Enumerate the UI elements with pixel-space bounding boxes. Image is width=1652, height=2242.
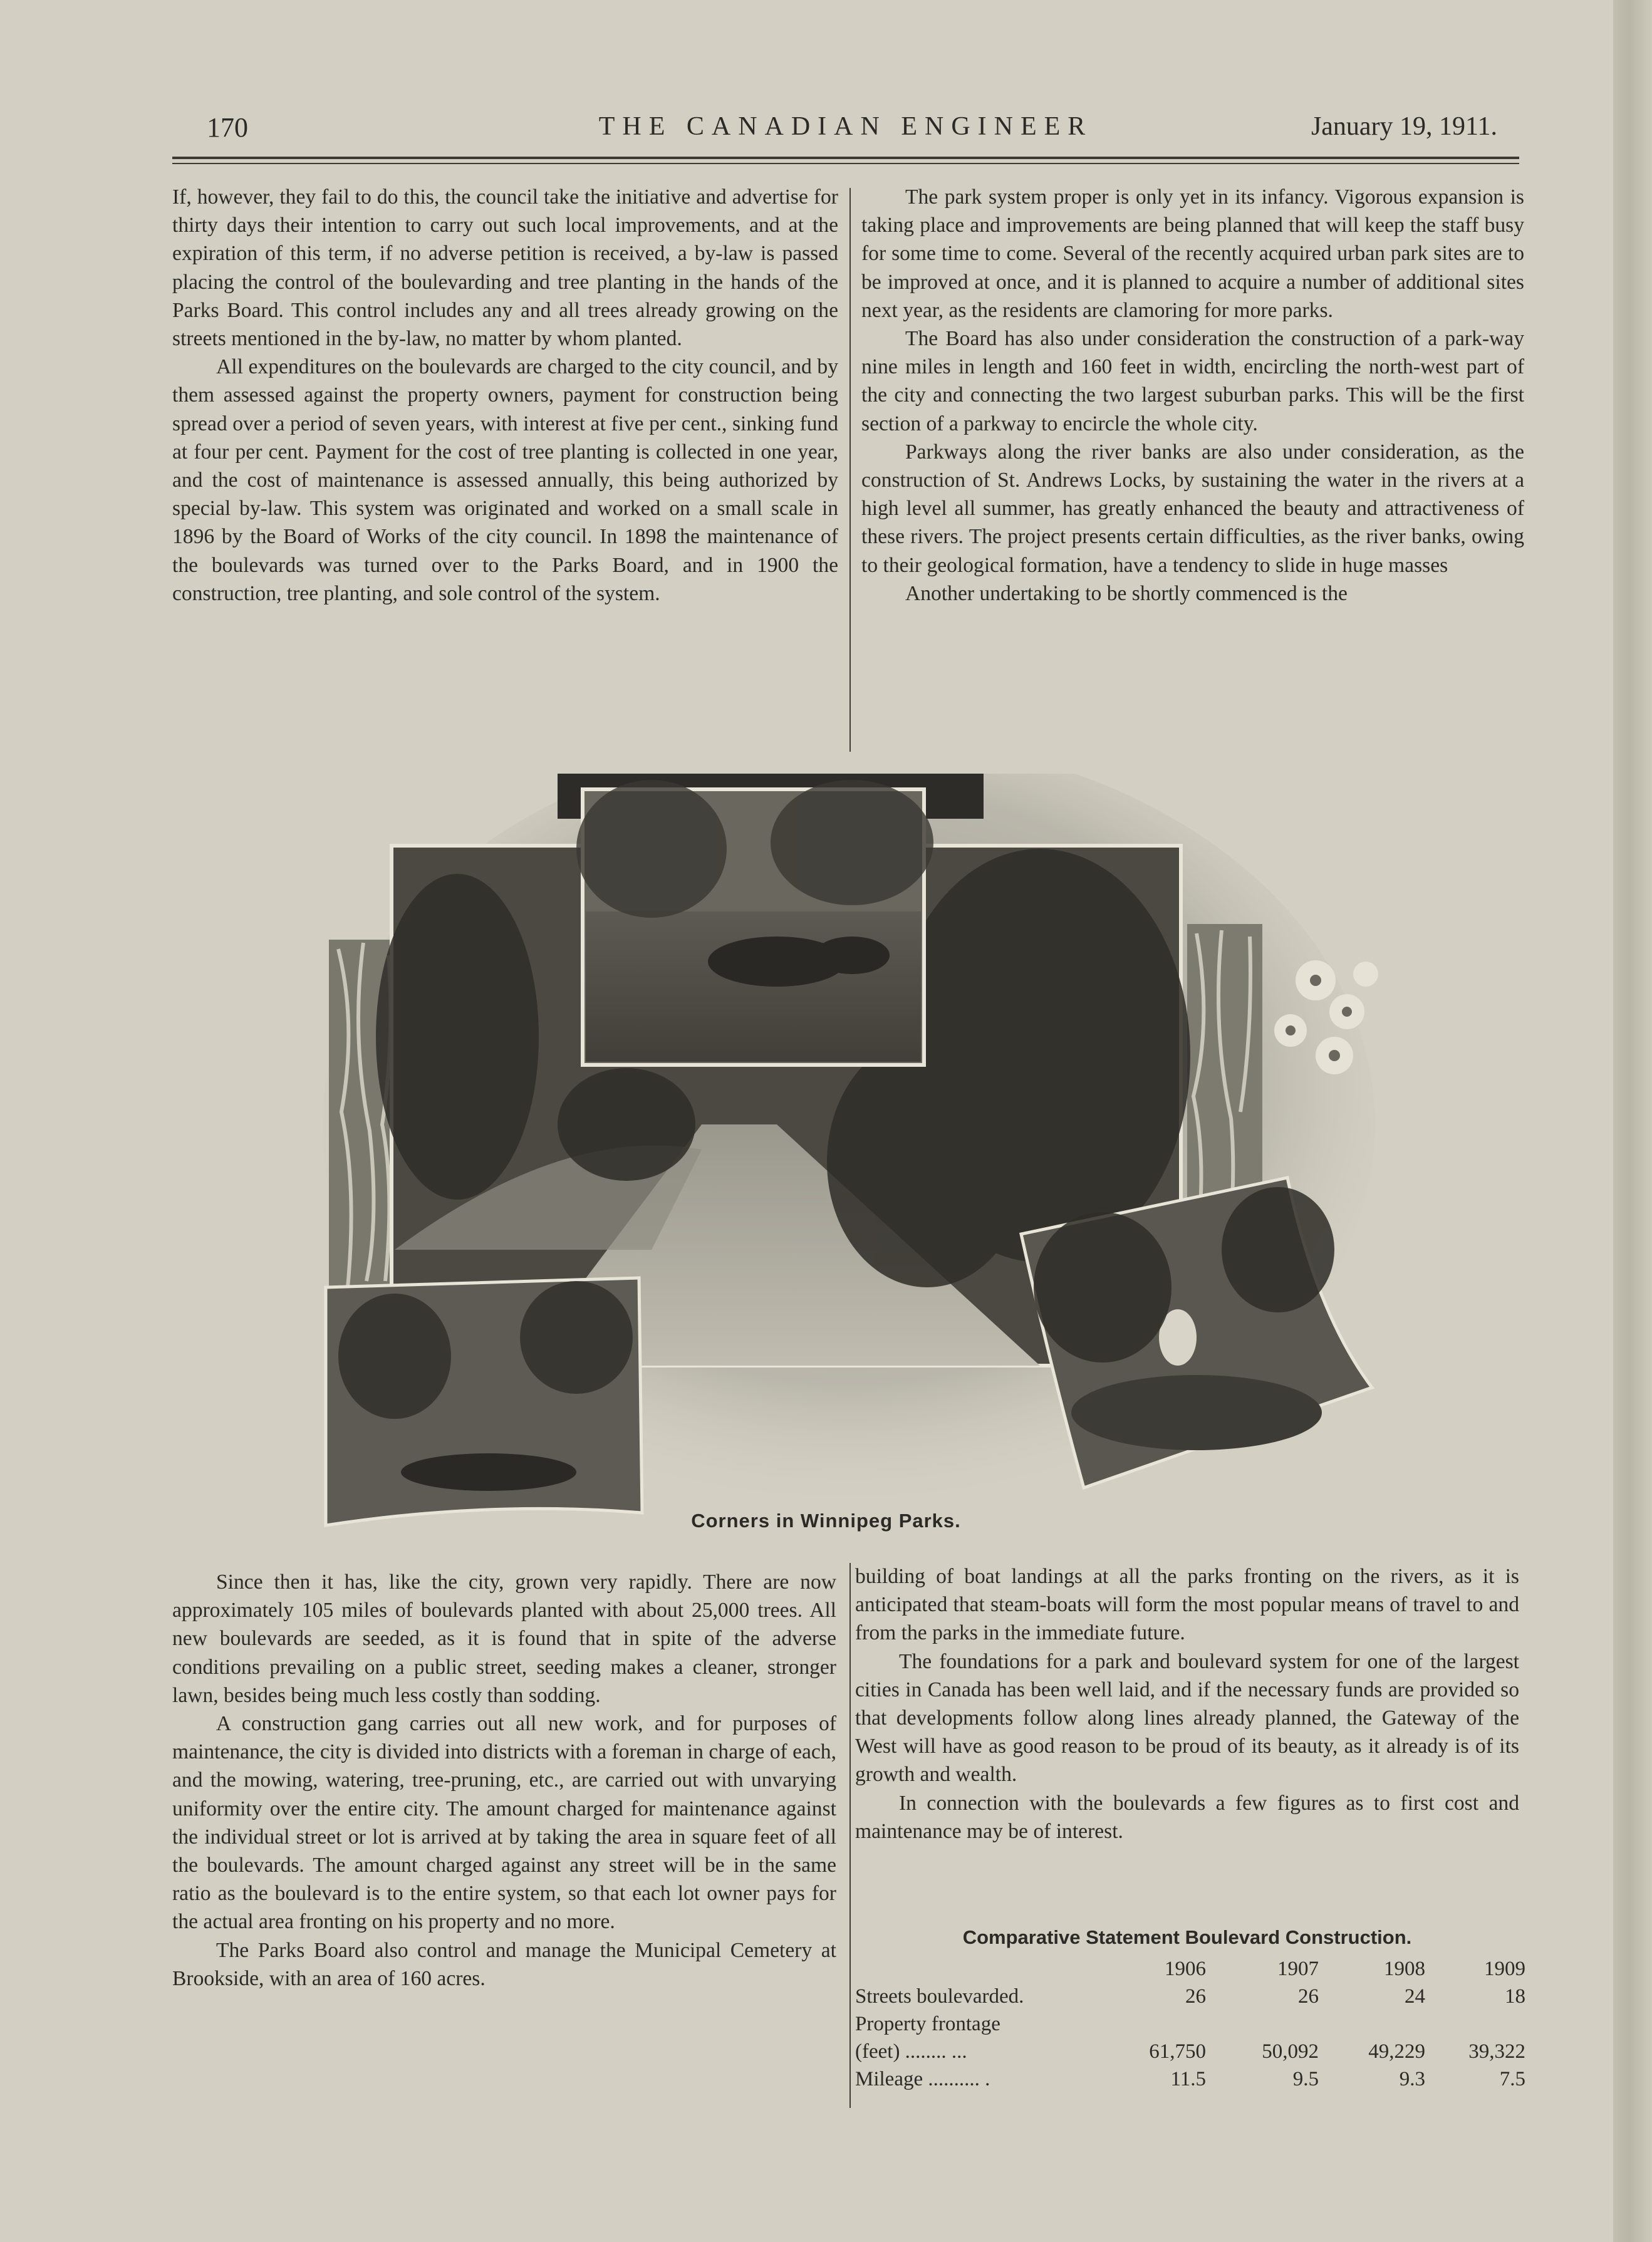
table-row: [855, 2040, 1525, 2068]
table-cell: 9.3: [1399, 2068, 1425, 2090]
paragraph: The foundations for a park and boulevard system for one of the largest cities in Canada has been well laid, and if the necessary funds are provided so that developments follow along lines already planned, the Gateway of the West will have as good reason to be proud of its beauty, as it already is of its growth and wealth.: [855, 1649, 1519, 1787]
paragraph: Parkways along the river banks are also under consideration, as the construction of St. Andrews Locks, by sustaining the water in the rivers at a high level all summer, has greatly enhanced the beauty and attractiveness of these rivers. The project presents certain difficulties, as the river banks, owing to their geological formation, have a tendency to slide in huge masses: [861, 440, 1524, 577]
top-right-column: [861, 183, 1524, 608]
table-title: Comparative Statement Boulevard Construction.: [962, 1926, 1412, 1948]
year-header: 1907: [1277, 1958, 1319, 1980]
table-cell: 18: [1505, 1985, 1525, 2008]
top-left-column: [172, 183, 838, 608]
park-photo-collage: [301, 774, 1397, 1535]
year-header: 1906: [1165, 1958, 1206, 1980]
table-cell: 11.5: [1170, 2068, 1206, 2090]
row-label: (feet) ........ ...: [855, 2040, 967, 2063]
row-label: Mileage .......... .: [855, 2068, 990, 2090]
table-cell: 24: [1405, 1985, 1425, 2008]
table-row: [855, 2013, 1525, 2040]
paragraph: building of boat landings at all the parks fronting on the rivers, as it is anticipated that steam-boats will form the most popular means of travel to and from the parks in the immediate future.: [855, 1565, 1519, 1645]
table-header-row: [855, 1958, 1525, 1985]
figure-caption: Corners in Winnipeg Parks.: [691, 1510, 961, 1532]
comparative-statement-table: [855, 1958, 1525, 2095]
running-header: [172, 112, 1519, 149]
bottom-left-column: [172, 1568, 836, 1993]
column-divider: [849, 1563, 851, 2108]
row-label: Property frontage: [855, 2013, 1000, 2035]
table-row: [855, 1985, 1525, 2013]
paragraph: A construction gang carries out all new work, and for purposes of maintenance, the city is divided into districts with a foreman in charge of each, and the mowing, watering, tree-pruning, etc., are carried out with unvarying uniformity over the entire city. The amount charged for maintenance against the individual street or lot is arrived at by taking the area in square feet of all the boulevards. The amount charged against any street will be in the same ratio as the boulevard is to the entire system, so that each lot owner pays for the actual area fronting on his property and no more.: [172, 1712, 836, 1934]
table-cell: 7.5: [1499, 2068, 1525, 2090]
column-divider: [849, 188, 851, 752]
table-cell: 50,092: [1262, 2040, 1319, 2063]
year-header: 1909: [1484, 1958, 1525, 1980]
paragraph: The park system proper is only yet in its infancy. Vigorous expansion is taking place and improvements are being planned that will keep the staff busy for some time to come. Several of the recently acquired urban park sites are to be improved at once, and it is planned to acquire a number of additional sites next year, as the residents are clamoring for more parks.: [861, 185, 1524, 322]
paragraph: The Board has also under consideration the construction of a park-way nine miles in length and 160 feet in width, encircling the north-west part of the city and connecting the two largest suburban parks. This will be the first section of a parkway to encircle the whole city.: [861, 327, 1524, 435]
header-rule: [172, 157, 1519, 159]
paragraph: Since then it has, like the city, grown very rapidly. There are now approximately 105 miles of boulevards planted with about 25,000 trees. All new boulevards are seeded, as it is found that in spite of the adverse conditions prevailing on a public street, seeding makes a cleaner, stronger lawn, besides being much less costly than sodding.: [172, 1570, 836, 1707]
table-cell: 49,229: [1368, 2040, 1425, 2063]
issue-date: January 19, 1911.: [1311, 112, 1497, 141]
page-number: 170: [207, 112, 248, 143]
journal-title: THE CANADIAN ENGINEER: [598, 112, 1093, 141]
paragraph: In connection with the boulevards a few figures as to first cost and maintenance may be of interest.: [855, 1791, 1519, 1843]
header-rule-thin: [172, 163, 1519, 164]
table-row: [855, 2068, 1525, 2095]
table-cell: 26: [1185, 1985, 1206, 2008]
table-cell: 39,322: [1468, 2040, 1525, 2063]
table-cell: 61,750: [1149, 2040, 1206, 2063]
row-label: Streets boulevarded.: [855, 1985, 1024, 2008]
table-cell: 9.5: [1292, 2068, 1319, 2090]
paragraph: All expenditures on the boulevards are charged to the city council, and by them assessed against the property owners, payment for construction being spread over a period of seven years, with interest at five per cent., sinking fund at four per cent. Payment for the cost of tree planting is collected in one year, and the cost of maintenance is assessed annually, this being authorized by special by-law. This system was originated and worked on a small scale in 1896 by the Board of Works of the city council. In 1898 the maintenance of the boulevards was turned over to the Parks Board, and in 1900 the construction, tree planting, and sole control of the system.: [172, 355, 838, 605]
paragraph: The Parks Board also control and manage the Municipal Cemetery at Brookside, with an area of 160 acres.: [172, 1938, 836, 1990]
paragraph: If, however, they fail to do this, the council take the initiative and advertise for thirty days their intention to carry out such local improvements, and at the expiration of this term, if no adverse petition is received, a by-law is passed placing the control of the boulevarding and tree planting in the hands of the Parks Board. This control includes any and all trees already growing on the streets mentioned in the by-law, no matter by whom planted.: [172, 185, 838, 351]
bottom-right-column: [855, 1562, 1519, 1845]
page-edge: [1613, 0, 1652, 2242]
table-cell: 26: [1298, 1985, 1319, 2008]
year-header: 1908: [1384, 1958, 1425, 1980]
paragraph: Another undertaking to be shortly commenced is the: [905, 581, 1348, 605]
